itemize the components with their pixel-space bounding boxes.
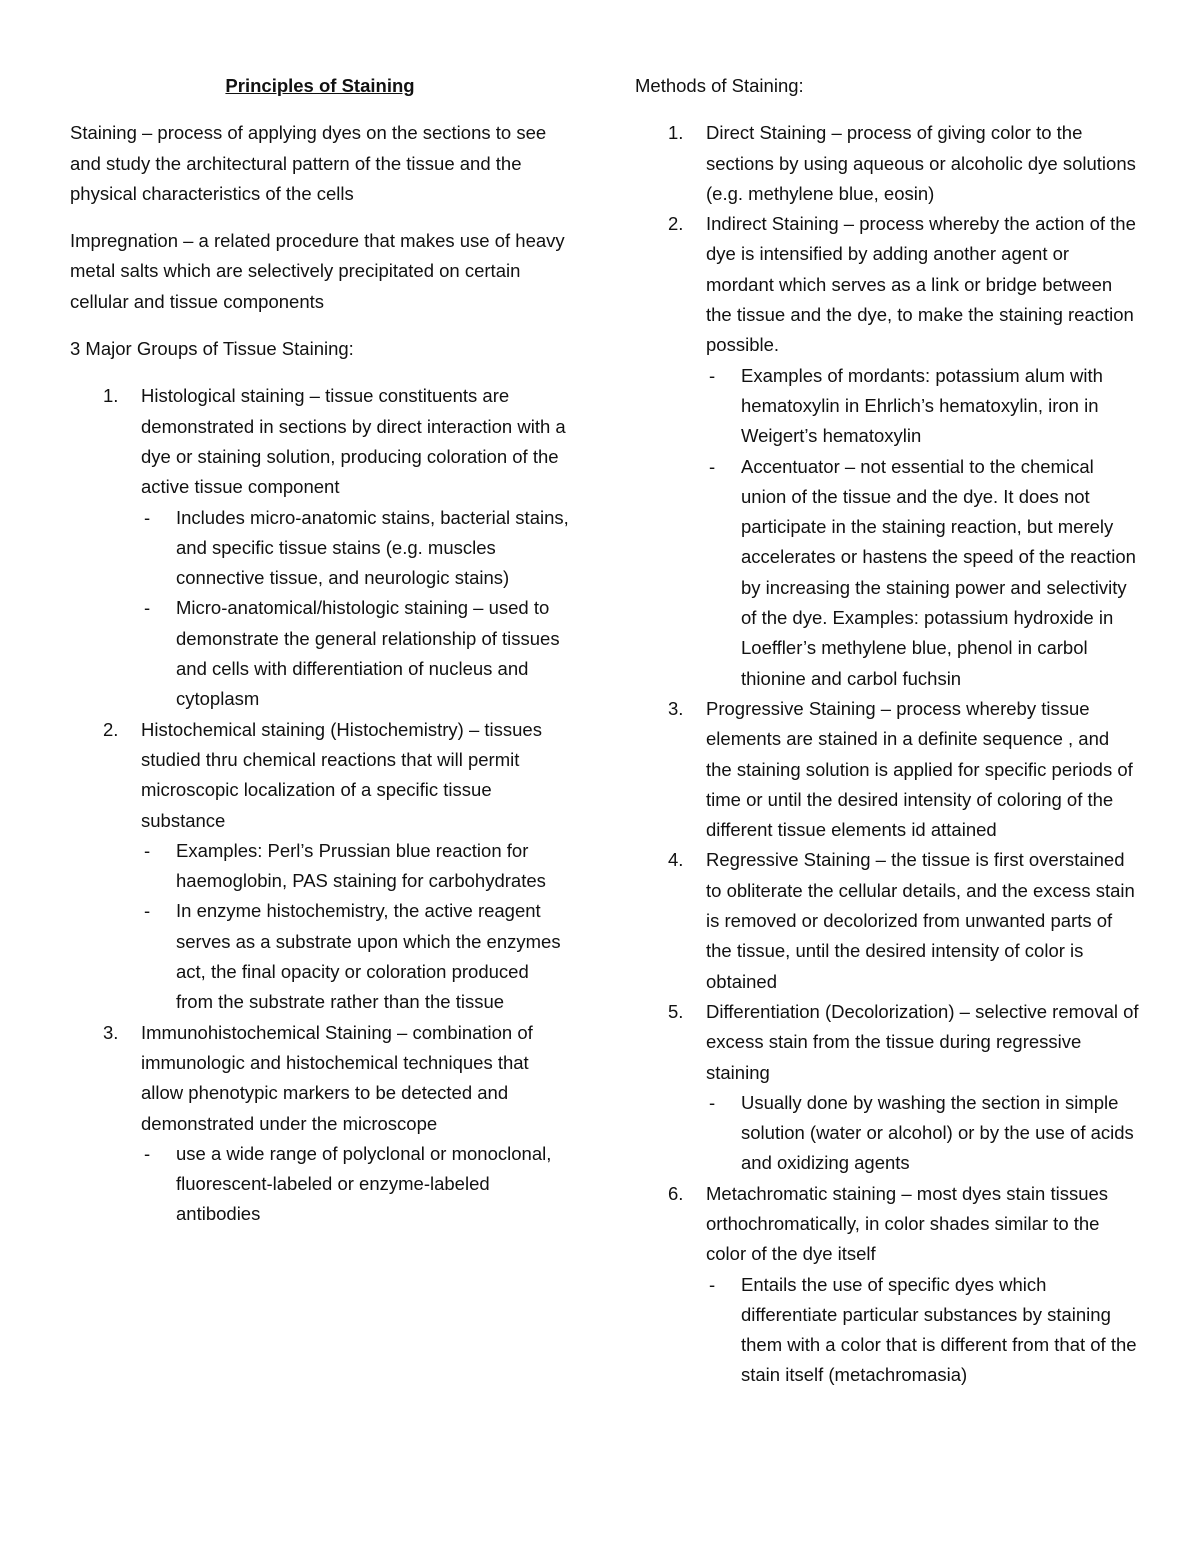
dash-bullet: - bbox=[144, 1142, 151, 1164]
sub-list bbox=[706, 1270, 1140, 1391]
dash-bullet: - bbox=[709, 455, 716, 477]
sub-item bbox=[141, 503, 570, 594]
impregnation-definition: Impregnation – a related procedure that makes use of heavy metal salts which are selectively precipitated on certain cellular and tissue components bbox=[70, 230, 565, 312]
list-item bbox=[635, 209, 1140, 694]
sub-list bbox=[141, 1139, 570, 1230]
item-number: 3. bbox=[668, 697, 684, 719]
item-number: 1. bbox=[103, 385, 119, 407]
sub-item bbox=[706, 1270, 1140, 1391]
methods-list bbox=[635, 118, 1140, 1390]
list-item bbox=[70, 1018, 570, 1230]
sub-item-text: Examples of mordants: potassium alum with hematoxylin in Ehrlich’s hematoxylin, iron in Weigert’s hematoxylin bbox=[741, 364, 1103, 447]
item-text: Differentiation (Decolorization) – selective removal of excess stain from the tissue during regressive staining bbox=[706, 1000, 1139, 1083]
item-number: 6. bbox=[668, 1182, 684, 1204]
item-text: Regressive Staining – the tissue is first overstained to obliterate the cellular details, and the excess stain is removed or decolorized from unwanted parts of the tissue, until the desired intensity of color is obtained bbox=[706, 849, 1135, 992]
sub-item-text: Micro-anatomical/histologic staining – used to demonstrate the general relationship of tissues and cells with differentiation of nucleus and cytoplasm bbox=[176, 597, 560, 710]
sub-item bbox=[706, 1088, 1140, 1179]
dash-bullet: - bbox=[709, 364, 716, 386]
sub-item bbox=[141, 1139, 570, 1230]
right-column bbox=[635, 71, 1140, 1391]
item-number: 4. bbox=[668, 849, 684, 871]
groups-heading: 3 Major Groups of Tissue Staining: bbox=[70, 338, 354, 360]
item-text: Indirect Staining – process whereby the action of the dye is intensified by adding another agent or mordant which serves as a link or bridge between the tissue and the dye, to make the staining reaction possible. bbox=[706, 213, 1136, 356]
item-text: Histological staining – tissue constituents are demonstrated in sections by direct interaction with a dye or staining solution, producing coloration of the active tissue component bbox=[141, 385, 566, 498]
item-text: Metachromatic staining – most dyes stain tissues orthochromatically, in color shades similar to the color of the dye itself bbox=[706, 1182, 1109, 1265]
sub-item-text: Accentuator – not essential to the chemical union of the tissue and the dye. It does not participate in the staining reaction, but merely accelerates or hastens the speed of the reaction by increasing the staining power and selectivity of the dye. Examples: potassium hydroxide in Loeffler’s methylene blue, phenol in carbol thionine and carbol fuchsin bbox=[741, 455, 1136, 689]
sub-item bbox=[141, 836, 570, 897]
item-text: Progressive Staining – process whereby tissue elements are stained in a definite sequence , and the staining solution is applied for specific periods of time or until the desired intensity of coloring of the different tissue elements id attained bbox=[706, 697, 1133, 841]
item-text: Immunohistochemical Staining – combination of immunologic and histochemical techniques that allow phenotypic markers to be detected and demonstrated under the microscope bbox=[141, 1021, 533, 1134]
item-text: Histochemical staining (Histochemistry) – tissues studied thru chemical reactions that will permit microscopic localization of a specific tissue substance bbox=[141, 718, 542, 831]
sub-list bbox=[141, 836, 570, 1018]
item-number: 2. bbox=[103, 718, 119, 740]
dash-bullet: - bbox=[144, 597, 151, 619]
list-item bbox=[635, 694, 1140, 845]
staining-definition: Staining – process of applying dyes on the sections to see and study the architectural pattern of the tissue and the physical characteristics of the cells bbox=[70, 122, 547, 204]
dash-bullet: - bbox=[144, 506, 151, 528]
sub-item-text: Includes micro-anatomic stains, bacterial stains, and specific tissue stains (e.g. muscles connective tissue, and neurologic stains) bbox=[176, 506, 569, 589]
sub-item-text: Examples: Perl’s Prussian blue reaction for haemoglobin, PAS staining for carbohydrates bbox=[176, 839, 546, 892]
list-item bbox=[70, 715, 570, 1018]
list-item bbox=[70, 381, 570, 714]
groups-list bbox=[70, 381, 570, 1229]
list-item bbox=[635, 118, 1140, 209]
item-number: 5. bbox=[668, 1000, 684, 1022]
list-item bbox=[635, 1179, 1140, 1391]
sub-item-text: In enzyme histochemistry, the active reagent serves as a substrate upon which the enzymes act, the final opacity or coloration produced from the substrate rather than the tissue bbox=[176, 900, 561, 1013]
sub-item bbox=[141, 593, 570, 714]
list-item bbox=[635, 997, 1140, 1179]
list-item bbox=[635, 845, 1140, 996]
sub-list bbox=[706, 361, 1140, 694]
page-title: Principles of Staining bbox=[225, 75, 415, 96]
sub-item bbox=[706, 452, 1140, 694]
methods-heading: Methods of Staining: bbox=[635, 75, 804, 96]
item-number: 2. bbox=[668, 213, 684, 235]
sub-item-text: Entails the use of specific dyes which differentiate particular substances by staining them with a color that is different from that of the stain itself (metachromasia) bbox=[741, 1273, 1137, 1386]
dash-bullet: - bbox=[144, 839, 151, 861]
sub-item-text: Usually done by washing the section in simple solution (water or alcohol) or by the use of acids and oxidizing agents bbox=[741, 1091, 1134, 1174]
sub-item bbox=[141, 896, 570, 1017]
dash-bullet: - bbox=[709, 1273, 716, 1295]
sub-list bbox=[141, 503, 570, 715]
sub-item bbox=[706, 361, 1140, 452]
item-number: 1. bbox=[668, 122, 684, 144]
item-number: 3. bbox=[103, 1021, 119, 1043]
dash-bullet: - bbox=[144, 900, 151, 922]
sub-item-text: use a wide range of polyclonal or monoclonal, fluorescent-labeled or enzyme-labeled antibodies bbox=[176, 1142, 552, 1225]
dash-bullet: - bbox=[709, 1091, 716, 1113]
item-text: Direct Staining – process of giving color to the sections by using aqueous or alcoholic dye solutions (e.g. methylene blue, eosin) bbox=[706, 122, 1136, 204]
left-column bbox=[70, 71, 570, 1230]
sub-list bbox=[706, 1088, 1140, 1179]
